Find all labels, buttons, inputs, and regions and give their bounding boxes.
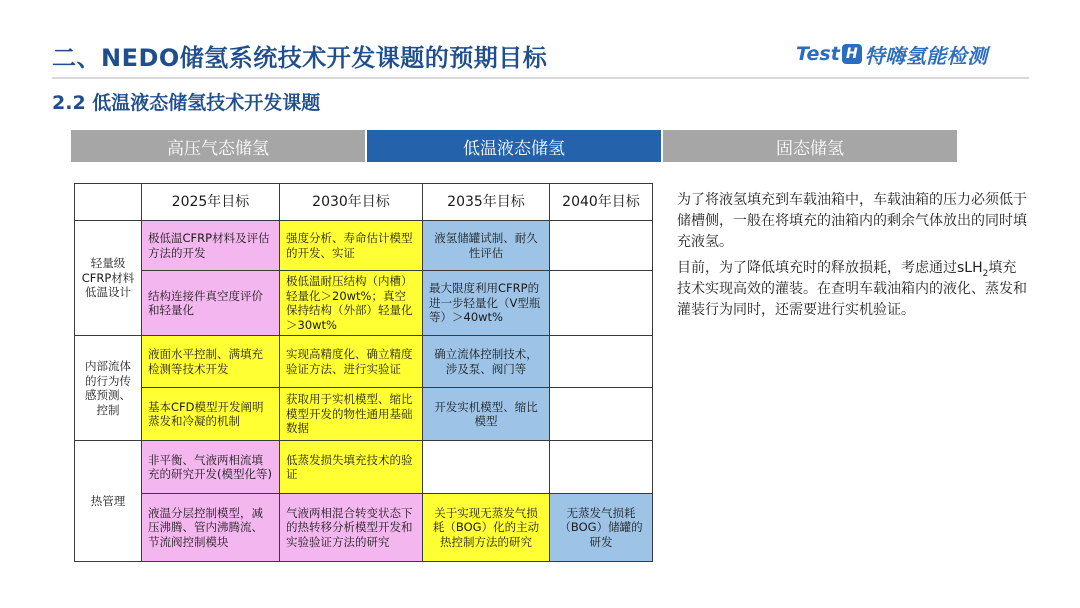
table-header-cell: 2035年目标: [423, 184, 550, 221]
table-header-cell: 2030年目标: [280, 184, 423, 221]
subscript-2: 2: [982, 268, 989, 279]
table-cell: [550, 271, 653, 336]
table-cell: 液温分层控制模型，减压沸腾、管内沸腾流、节流阀控制模块: [142, 494, 280, 562]
table-cell: [423, 441, 550, 494]
table-row: [75, 336, 653, 388]
table-cell: [550, 336, 653, 388]
table-cell: 液面水平控制、满填充检测等技术开发: [142, 336, 280, 388]
table-row: [75, 494, 653, 562]
table-cell: 液氢储罐试制、耐久性评估: [423, 221, 550, 271]
tab-solid-state[interactable]: 固态储氢: [663, 130, 957, 162]
table-cell: [550, 388, 653, 441]
table-row: [75, 441, 653, 494]
table-row: [75, 271, 653, 336]
table-header-cell: 2040年目标: [550, 184, 653, 221]
table-cell: 无蒸发气损耗（BOG）储罐的研发: [550, 494, 653, 562]
table-cell: 最大限度利用CFRP的进一步轻量化（V型瓶等）＞40wt%: [423, 271, 550, 336]
table-cell: 确立流体控制技术，涉及泵、阀门等: [423, 336, 550, 388]
explanation-paragraph-1: 为了将液氢填充到车载油箱中，车载油箱的压力必须低于储槽侧，一般在将填充的油箱内的剩余气体放出的同时填充液氢。: [677, 192, 1027, 250]
brand-logo: [796, 39, 988, 69]
explanation-text-part: 填充技术实现高效的灌装。在查明车载油箱内的液化、蒸发和灌装行为同时，还需要进行实机验证。: [677, 260, 1027, 318]
table-cell: 极低温CFRP材料及评估方法的开发: [142, 221, 280, 271]
table-cell: 结构连接件真空度评价和轻量化: [142, 271, 280, 336]
slide-subtitle: 2.2 低温液态储氢技术开发课题: [52, 92, 321, 114]
tab-low-temp-liquid[interactable]: 低温液态储氢: [367, 130, 663, 162]
table-row: [75, 388, 653, 441]
table-cell: 实现高精度化、确立精度验证方法、进行实验证: [280, 336, 423, 388]
category-cell: 内部流体的行为传感预测、控制: [75, 336, 142, 441]
table-header-row: [75, 184, 653, 221]
title-divider: [52, 77, 1029, 79]
table-cell: [550, 221, 653, 271]
logo-h-icon: H: [842, 44, 862, 64]
table-cell: 气液两相混合转变状态下的热转移分析模型开发和实验验证方法的研究: [280, 494, 423, 562]
table-cell: [550, 441, 653, 494]
table-cell: 开发实机模型、缩比模型: [423, 388, 550, 441]
explanation-text: [677, 190, 1029, 326]
category-cell: 轻量级CFRP材料低温设计: [75, 221, 142, 336]
table-cell: 非平衡、气液两相流填充的研究开发(模型化等): [142, 441, 280, 494]
table-cell: 基本CFD模型开发阐明蒸发和冷凝的机制: [142, 388, 280, 441]
explanation-paragraph-2: [677, 258, 1029, 321]
logo-brand-text: 特嗨氢能检测: [864, 43, 988, 68]
storage-type-tabs: [71, 130, 957, 162]
table-header-cell: [75, 184, 142, 221]
explanation-text-part: 目前，为了降低填充时的释放损耗，考虑通过sLH: [677, 260, 983, 276]
table-cell: 获取用于实机模型、缩比模型开发的物性通用基础数据: [280, 388, 423, 441]
table-row: [75, 221, 653, 271]
slide-title: 二、NEDO储氢系统技术开发课题的预期目标: [52, 44, 548, 72]
table-header-cell: 2025年目标: [142, 184, 280, 221]
category-cell: 热管理: [75, 441, 142, 562]
logo-test-text: Test: [796, 43, 840, 65]
table-cell: 强度分析、寿命估计模型的开发、实证: [280, 221, 423, 271]
tab-high-pressure-gas[interactable]: 高压气态储氢: [71, 130, 367, 162]
table-cell: 极低温耐压结构（内槽）轻量化＞20wt%；真空保持结构（外部）轻量化＞30wt%: [280, 271, 423, 336]
table-cell: 关于实现无蒸发气损耗（BOG）化的主动热控制方法的研究: [423, 494, 550, 562]
goals-table: [74, 183, 653, 562]
table-cell: 低蒸发损失填充技术的验证: [280, 441, 423, 494]
